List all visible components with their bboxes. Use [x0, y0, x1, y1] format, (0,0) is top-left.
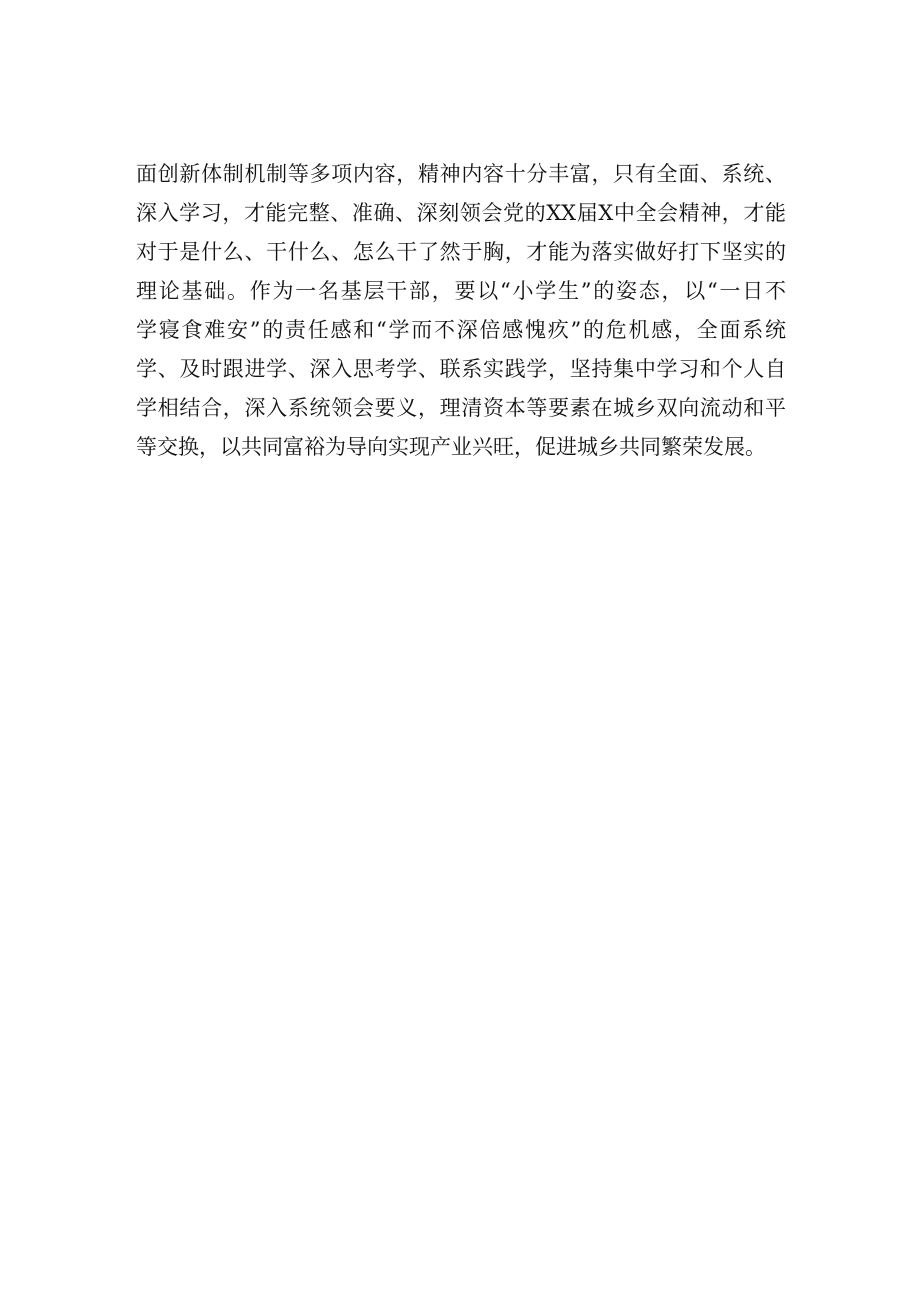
- paragraph-line: 学、及时跟进学、深入思考学、联系实践学，坚持集中学习和个人自: [136, 357, 786, 381]
- paragraph-line: 理论基础。作为一名基层干部，要以“小学生”的姿态，以“一日不: [136, 279, 786, 303]
- paragraph-line: 面创新体制机制等多项内容，精神内容十分丰富，只有全面、系统、: [136, 162, 786, 186]
- paragraph-line: 学寝食难安”的责任感和“学而不深倍感愧疚”的危机感，全面系统: [136, 318, 786, 342]
- body-paragraph: [136, 155, 786, 467]
- paragraph-line: 对于是什么、干什么、怎么干了然于胸，才能为落实做好打下坚实的: [136, 240, 786, 264]
- paragraph-line: 学相结合，深入系统领会要义，理清资本等要素在城乡双向流动和平: [136, 396, 786, 420]
- paragraph-line: 等交换，以共同富裕为导向实现产业兴旺，促进城乡共同繁荣发展。: [136, 435, 766, 459]
- paragraph-line: 深入学习，才能完整、准确、深刻领会党的XX届X中全会精神，才能: [136, 201, 786, 225]
